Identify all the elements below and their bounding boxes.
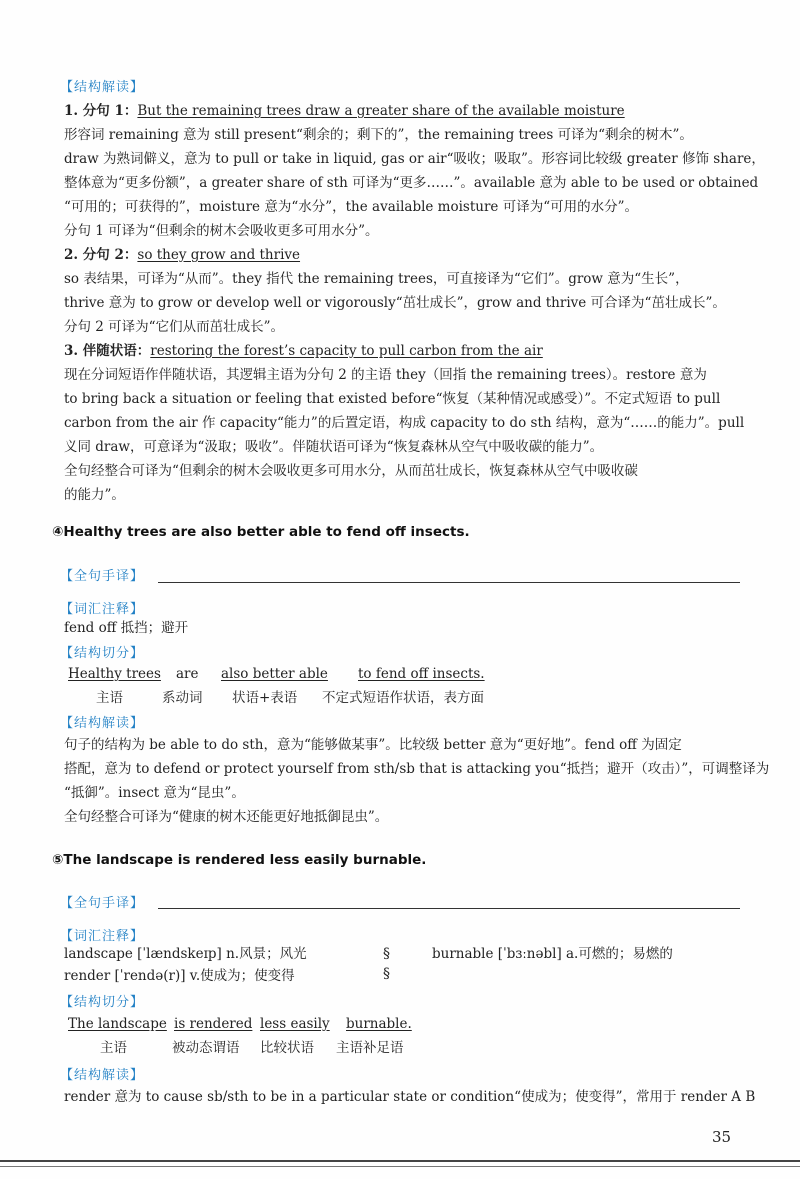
role-predicate: 被动态谓语: [172, 1040, 240, 1056]
split-complement: burnable.: [346, 1016, 412, 1032]
split-subject: Healthy trees: [68, 666, 161, 682]
clause-1-line: [64, 102, 625, 120]
text-line: carbon from the air 作 capacity“能力”的后置定语，构成 capacity to do sth 结构，意为“……的能力”。pull: [64, 415, 745, 431]
role-subject: 主语: [100, 1040, 127, 1056]
text-line: “可用的；可获得的”，moisture 意为“水分”，the available moisture 可译为“可用的水分”。: [64, 199, 639, 215]
role-complement: 主语补足语: [336, 1040, 404, 1056]
split-predicate: is rendered: [174, 1016, 253, 1032]
structure-reading-tag: 【结构解读】: [60, 1068, 145, 1083]
text-line: 全句经整合可译为“但剩余的树木会吸收更多可用水分，从而茁壮成长，恢复森林从空气中吸收碳: [64, 463, 638, 479]
clause-2-line: [64, 246, 300, 264]
structure-reading-tag: 【结构解读】: [60, 716, 145, 731]
divider-mark: §: [383, 946, 390, 962]
divider-mark: §: [383, 966, 390, 982]
clause-2-head: 2. 分句 2：: [64, 247, 138, 263]
footer-rule: [0, 1160, 800, 1162]
page-number: 35: [712, 1128, 732, 1146]
text-line: 现在分词短语作伴随状语，其逻辑主语为分句 2 的主语 they（回指 the remaining trees）。restore 意为: [64, 367, 707, 383]
split-comparative: less easily: [260, 1016, 330, 1032]
structure-reading-tag: 【结构解读】: [60, 80, 145, 95]
text-line: 全句经整合可译为“健康的树木还能更好地抵御昆虫”。: [64, 809, 389, 825]
text-line: 句子的结构为 be able to do sth，意为“能够做某事”。比较级 better 意为“更好地”。fend off 为固定: [64, 737, 682, 753]
vocab-entry-landscape: landscape [ˈlændskeɪp] n.风景；风光: [64, 946, 307, 962]
text-line: draw 为熟词僻义，意为 to pull or take in liquid, gas or air“吸收；吸取”。形容词比较级 greater 修饰 share，: [64, 151, 765, 167]
vocab-entry-burnable: burnable [ˈbɜːnəbl] a.可燃的；易燃的: [432, 946, 673, 962]
role-subject: 主语: [96, 690, 123, 706]
text-line: to bring back a situation or feeling that existed before“恢复（某种情况或感受）”。不定式短语 to pull: [64, 391, 721, 407]
answer-line: [158, 582, 740, 583]
text-line: 分句 1 可译为“但剩余的树木会吸收更多可用水分”。: [64, 223, 379, 239]
role-comparative: 比较状语: [260, 1040, 314, 1056]
split-verb: are: [176, 666, 199, 682]
text-line: 义同 draw，可意译为“汲取；吸收”。伴随状语可译为“恢复森林从空气中吸收碳的能力”。: [64, 439, 604, 455]
text-line: 形容词 remaining 意为 still present“剩余的；剩下的”，the remaining trees 可译为“剩余的树木”。: [64, 127, 693, 143]
text-line: thrive 意为 to grow or develop well or vigorously“茁壮成长”，grow and thrive 可合译为“茁壮成长”。: [64, 295, 726, 311]
text-line: so 表结果，可译为“从而”。they 指代 the remaining trees，可直接译为“它们”。grow 意为“生长”，: [64, 271, 689, 287]
vocab-tag: 【词汇注释】: [60, 929, 145, 944]
split-row: [68, 665, 485, 683]
text-line: 搭配，意为 to defend or protect yourself from sth/sb that is attacking you“抵挡；避开（攻击）”，可调整译为: [64, 761, 770, 777]
adverbial-head: 3. 伴随状语：: [64, 343, 151, 359]
roles-row: [100, 1039, 404, 1057]
clause-2-text: so they grow and thrive: [137, 247, 301, 263]
footer-rule-thin: [0, 1166, 800, 1167]
adverbial-text: restoring the forest’s capacity to pull carbon from the air: [150, 343, 543, 359]
split-row: [68, 1015, 412, 1033]
text-line: “抵御”。insect 意为“昆虫”。: [64, 785, 245, 801]
text-line: 整体意为“更多份额”，a greater share of sth 可译为“更多……”。available 意为 able to be used or obtained: [64, 175, 759, 191]
clause-1-head: 1. 分句 1：: [64, 103, 138, 119]
full-translation-tag: 【全句手译】: [60, 896, 145, 911]
vocab-tag: 【词汇注释】: [60, 602, 145, 617]
role-infinitive: 不定式短语作状语，表方面: [322, 690, 484, 706]
split-tag: 【结构切分】: [60, 646, 145, 661]
adverbial-line: [64, 342, 543, 360]
role-adverbial: 状语+表语: [232, 690, 298, 706]
text-line: render 意为 to cause sb/sth to be in a particular state or condition“使成为；使变得”，常用于 render A B: [64, 1089, 756, 1105]
vocab-entry-render: render [ˈrendə(r)] v.使成为；使变得: [64, 968, 295, 984]
full-translation-tag: 【全句手译】: [60, 569, 145, 584]
text-line: 分句 2 可译为“它们从而茁壮成长”。: [64, 319, 284, 335]
clause-1-text: But the remaining trees draw a greater share of the available moisture: [137, 103, 625, 119]
role-verb: 系动词: [162, 690, 203, 706]
example-4-sentence: ④Healthy trees are also better able to fend off insects.: [52, 524, 470, 540]
vocab-entry: fend off 抵挡；避开: [64, 620, 189, 636]
text-line: 的能力”。: [64, 487, 125, 503]
split-infinitive: to fend off insects.: [358, 666, 485, 682]
split-subject: The landscape: [68, 1016, 167, 1032]
example-5-sentence: ⑤The landscape is rendered less easily burnable.: [52, 852, 427, 868]
split-adverbial: also better able: [221, 666, 328, 682]
answer-line: [158, 908, 740, 909]
split-tag: 【结构切分】: [60, 995, 145, 1010]
roles-row: [96, 689, 484, 707]
